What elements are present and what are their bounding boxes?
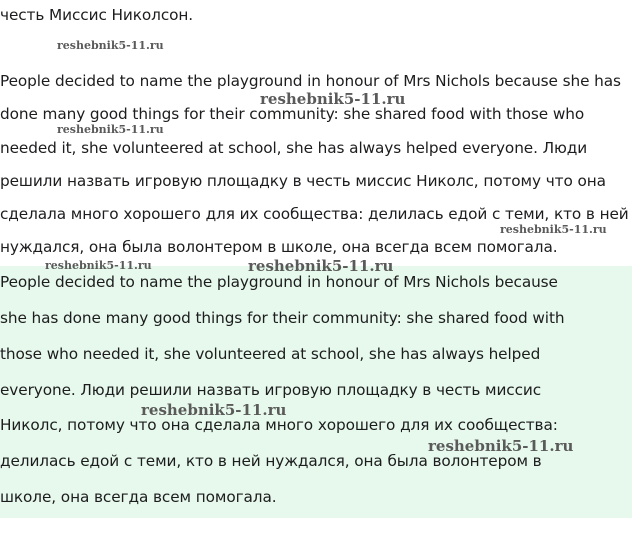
answer-line: школе, она всегда всем помогала. xyxy=(0,488,277,506)
watermark: reshebnik5-11.ru xyxy=(45,259,152,272)
answer-line: everyone. Люди решили назвать игровую площадку в честь миссис xyxy=(0,381,542,399)
watermark: reshebnik5-11.ru xyxy=(141,401,287,419)
paragraph-line: People decided to name the playground in honour of Mrs Nichols because she has xyxy=(0,72,621,90)
answer-line: People decided to name the playground in honour of Mrs Nichols because xyxy=(0,273,558,291)
watermark: reshebnik5-11.ru xyxy=(260,90,406,108)
watermark: reshebnik5-11.ru xyxy=(428,437,574,455)
paragraph-line: решили назвать игровую площадку в честь миссис Николс, потому что она xyxy=(0,172,606,190)
watermark: reshebnik5-11.ru xyxy=(248,257,394,275)
answer-line: делилась едой с теми, кто в ней нуждался, она была волонтером в xyxy=(0,452,542,470)
answer-line: she has done many good things for their community: she shared food with xyxy=(0,309,565,327)
paragraph-line: done many good things for their community: she shared food with those who xyxy=(0,105,585,123)
paragraph-line: needed it, she volunteered at school, she has always helped everyone. Люди xyxy=(0,139,588,157)
paragraph-line: сделала много хорошего для их сообщества: делилась едой с теми, кто в ней xyxy=(0,205,629,223)
answer-line: Николс, потому что она сделала много хорошего для их сообщества: xyxy=(0,416,558,434)
watermark: reshebnik5-11.ru xyxy=(57,123,164,136)
paragraph-line: нуждался, она была волонтером в школе, она всегда всем помогала. xyxy=(0,238,558,256)
top-line: честь Миссис Николсон. xyxy=(0,6,194,24)
answer-line: those who needed it, she volunteered at school, she has always helped xyxy=(0,345,541,363)
watermark: reshebnik5-11.ru xyxy=(57,39,164,52)
watermark: reshebnik5-11.ru xyxy=(500,223,607,236)
